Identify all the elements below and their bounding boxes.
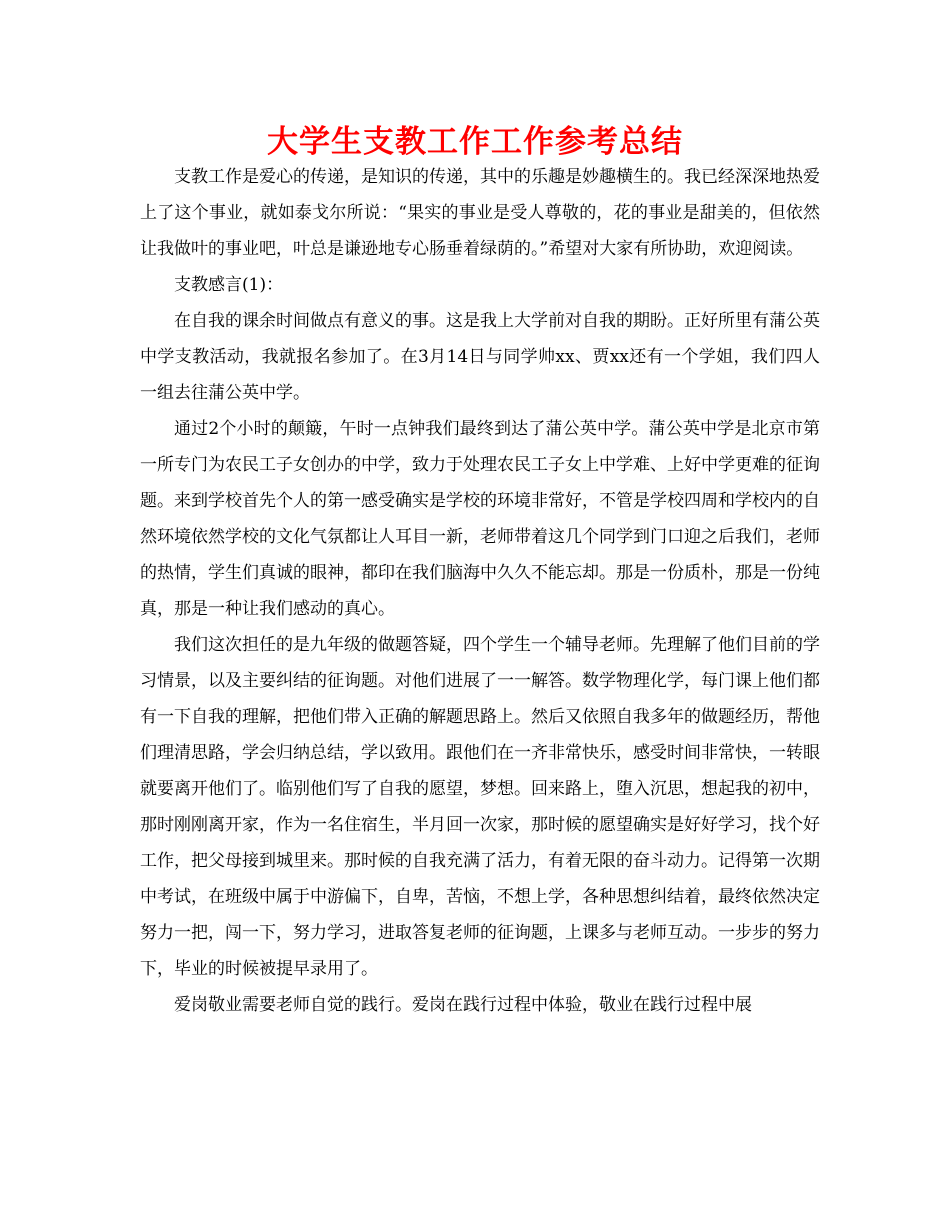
document-title: 大学生支教工作工作参考总结	[267, 124, 683, 160]
document-body	[140, 159, 820, 1023]
paragraph-dedication: 爱岗敬业需要老师自觉的践行。爱岗在践行过程中体验，敬业在践行过程中展	[174, 995, 752, 1015]
paragraph-intro: 支教工作是爱心的传递，是知识的传递，其中的乐趣是妙趣横生的。我已经深深地热爱上了这个事业，就如泰戈尔所说：“果实的事业是受人尊敬的，花的事业是甜美的，但依然让我做叶的事业吧，叶总是谦逊地专心肠垂着绿荫的。”希望对大家有所协助，欢迎阅读。	[140, 167, 820, 259]
paragraph-motivation: 在自我的课余时间做点有意义的事。这是我上大学前对自我的期盼。正好所里有蒲公英中学支教活动，我就报名参加了。在3月14日与同学帅xx、贾xx还有一个学姐，我们四人一组去往蒲公英中学。	[140, 311, 820, 403]
paragraph-arrival: 通过2个小时的颠簸，午时一点钟我们最终到达了蒲公英中学。蒲公英中学是北京市第一所专门为农民工子女创办的中学，致力于处理农民工子女上中学难、上好中学更难的征询题。来到学校首先个人的第一感受确实是学校的环境非常好，不管是学校四周和学校内的自然环境依然学校的文化气氛都让人耳目一新，老师带着这几个同学到门口迎之后我们，老师的热情，学生们真诚的眼神，都印在我们脑海中久久不能忘却。那是一份质朴，那是一份纯真，那是一种让我们感动的真心。	[140, 419, 820, 619]
paragraph-section-heading: 支教感言(1)：	[174, 275, 284, 295]
paragraph-tutoring: 我们这次担任的是九年级的做题答疑，四个学生一个辅导老师。先理解了他们目前的学习情景，以及主要纠结的征询题。对他们进展了一一解答。数学物理化学，每门课上他们都有一下自我的理解，把他们带入正确的解题思路上。然后又依照自我多年的做题经历，帮他们理清思路，学会归纳总结，学以致用。跟他们在一齐非常快乐，感受时间非常快，一转眼就要离开他们了。临别他们写了自我的愿望，梦想。回来路上，堕入沉思，想起我的初中，那时刚刚离开家，作为一名住宿生，半月回一次家，那时候的愿望确实是好好学习，找个好工作，把父母接到城里来。那时候的自我充满了活力，有着无限的奋斗动力。记得第一次期中考试，在班级中属于中游偏下，自卑，苦恼，不想上学，各种思想纠结着，最终依然决定努力一把，闯一下，努力学习，进取答复老师的征询题，上课多与老师互动。一步步的努力下，毕业的时候被提早录用了。	[140, 635, 820, 979]
